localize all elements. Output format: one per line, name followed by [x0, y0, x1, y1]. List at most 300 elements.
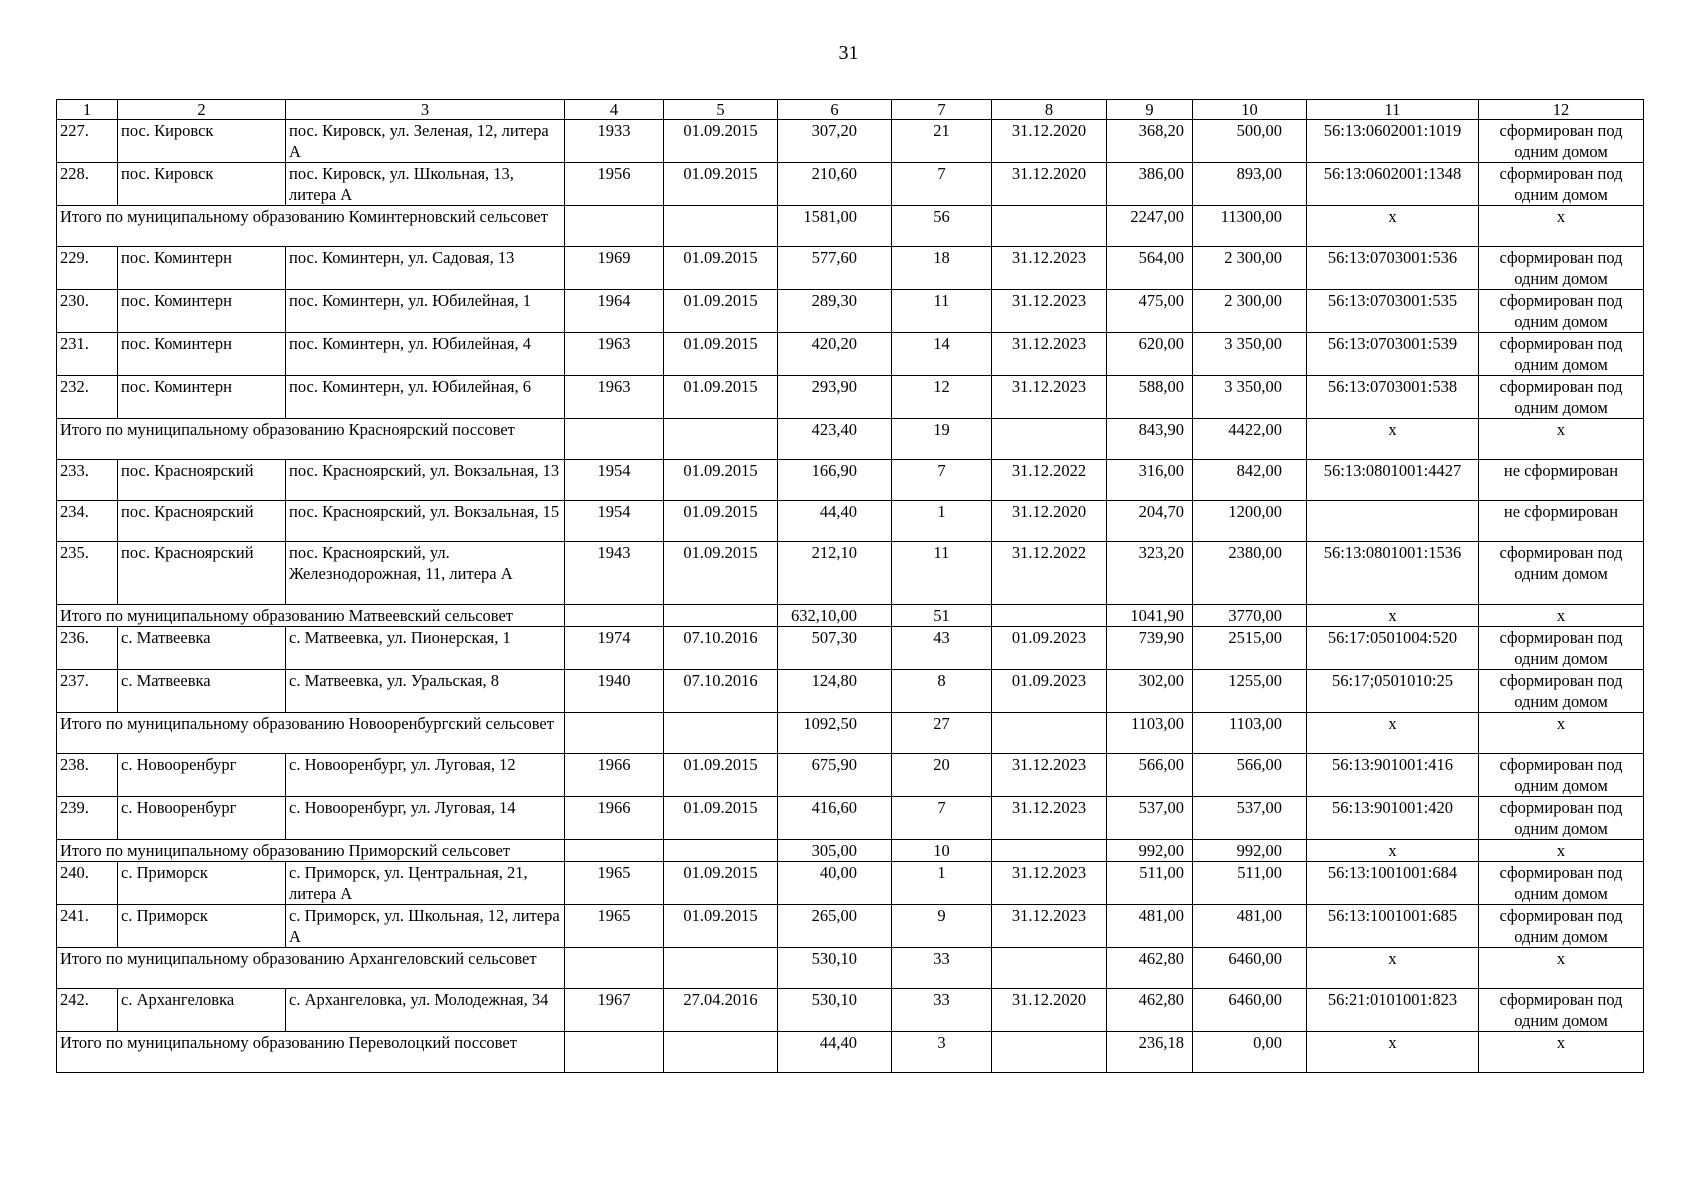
- value-col9-cell: 462,80: [1107, 989, 1193, 1032]
- row-number: 228.: [57, 163, 118, 206]
- total-row: [57, 605, 1644, 627]
- empty-cell: [664, 840, 778, 862]
- table-row: [57, 290, 1644, 333]
- date-cell: 01.09.2015: [664, 290, 778, 333]
- value-col10-cell: 842,00: [1193, 460, 1307, 501]
- total-col12-cell: х: [1479, 1032, 1644, 1073]
- value-col10-cell: 1200,00: [1193, 501, 1307, 542]
- date-cell: 01.09.2015: [664, 754, 778, 797]
- value-col10-cell: 2380,00: [1193, 542, 1307, 605]
- residents-cell: 11: [892, 290, 992, 333]
- total-row: [57, 419, 1644, 460]
- residents-cell: 14: [892, 333, 992, 376]
- date-cell: 27.04.2016: [664, 989, 778, 1032]
- address-cell: с. Архангеловка, ул. Молодежная, 34: [286, 989, 565, 1032]
- land-status-cell: сформирован под одним домом: [1479, 120, 1644, 163]
- deadline-cell: 31.12.2020: [992, 501, 1107, 542]
- value-col10-cell: 2 300,00: [1193, 290, 1307, 333]
- locality-cell: пос. Коминтерн: [118, 247, 286, 290]
- residents-cell: 1: [892, 501, 992, 542]
- cadastral-number-cell: 56:13:0703001:539: [1307, 333, 1479, 376]
- residents-cell: 18: [892, 247, 992, 290]
- value-col10-cell: 1255,00: [1193, 670, 1307, 713]
- year-cell: 1965: [565, 905, 664, 948]
- locality-cell: с. Новооренбург: [118, 754, 286, 797]
- empty-cell: [992, 1032, 1107, 1073]
- area-cell: 530,10: [778, 989, 892, 1032]
- address-cell: с. Приморск, ул. Школьная, 12, литера А: [286, 905, 565, 948]
- column-number-row: [57, 100, 1644, 120]
- land-status-cell: сформирован под одним домом: [1479, 797, 1644, 840]
- value-col10-cell: 500,00: [1193, 120, 1307, 163]
- total-col9-cell: 2247,00: [1107, 206, 1193, 247]
- address-cell: пос. Коминтерн, ул. Садовая, 13: [286, 247, 565, 290]
- area-cell: 212,10: [778, 542, 892, 605]
- residents-cell: 7: [892, 797, 992, 840]
- locality-cell: с. Матвеевка: [118, 627, 286, 670]
- cadastral-number-cell: 56:13:0602001:1019: [1307, 120, 1479, 163]
- residents-cell: 8: [892, 670, 992, 713]
- locality-cell: пос. Кировск: [118, 163, 286, 206]
- deadline-cell: 31.12.2023: [992, 333, 1107, 376]
- address-cell: пос. Кировск, ул. Зеленая, 12, литера А: [286, 120, 565, 163]
- address-cell: с. Матвеевка, ул. Уральская, 8: [286, 670, 565, 713]
- year-cell: 1966: [565, 754, 664, 797]
- area-cell: 124,80: [778, 670, 892, 713]
- cadastral-number-cell: 56:21:0101001:823: [1307, 989, 1479, 1032]
- row-number: 239.: [57, 797, 118, 840]
- land-status-cell: сформирован под одним домом: [1479, 163, 1644, 206]
- empty-cell: [992, 419, 1107, 460]
- area-cell: 44,40: [778, 501, 892, 542]
- locality-cell: пос. Красноярский: [118, 501, 286, 542]
- residents-cell: 11: [892, 542, 992, 605]
- row-number: 232.: [57, 376, 118, 419]
- column-number: 6: [778, 100, 892, 120]
- year-cell: 1967: [565, 989, 664, 1032]
- total-residents-cell: 51: [892, 605, 992, 627]
- area-cell: 416,60: [778, 797, 892, 840]
- cadastral-number-cell: 56:13:0801001:1536: [1307, 542, 1479, 605]
- deadline-cell: 31.12.2023: [992, 797, 1107, 840]
- total-area-cell: 632,10,00: [778, 605, 892, 627]
- empty-cell: [664, 1032, 778, 1073]
- area-cell: 289,30: [778, 290, 892, 333]
- address-cell: пос. Коминтерн, ул. Юбилейная, 6: [286, 376, 565, 419]
- empty-cell: [992, 713, 1107, 754]
- total-residents-cell: 19: [892, 419, 992, 460]
- cadastral-number-cell: 56:13:901001:416: [1307, 754, 1479, 797]
- empty-cell: [664, 605, 778, 627]
- locality-cell: с. Матвеевка: [118, 670, 286, 713]
- land-status-cell: сформирован под одним домом: [1479, 670, 1644, 713]
- land-status-cell: сформирован под одним домом: [1479, 542, 1644, 605]
- cadastral-number-cell: 56:13:901001:420: [1307, 797, 1479, 840]
- total-area-cell: 305,00: [778, 840, 892, 862]
- cadastral-number-cell: [1307, 501, 1479, 542]
- total-col10-cell: 3770,00: [1193, 605, 1307, 627]
- cadastral-number-cell: 56:13:0801001:4427: [1307, 460, 1479, 501]
- address-cell: с. Новооренбург, ул. Луговая, 14: [286, 797, 565, 840]
- total-row: [57, 713, 1644, 754]
- column-number: 1: [57, 100, 118, 120]
- value-col10-cell: 511,00: [1193, 862, 1307, 905]
- total-col11-cell: х: [1307, 206, 1479, 247]
- value-col10-cell: 537,00: [1193, 797, 1307, 840]
- locality-cell: с. Новооренбург: [118, 797, 286, 840]
- total-col12-cell: х: [1479, 605, 1644, 627]
- year-cell: 1963: [565, 333, 664, 376]
- deadline-cell: 31.12.2022: [992, 542, 1107, 605]
- empty-cell: [565, 1032, 664, 1073]
- column-number: 9: [1107, 100, 1193, 120]
- total-residents-cell: 10: [892, 840, 992, 862]
- residents-cell: 7: [892, 163, 992, 206]
- land-status-cell: сформирован под одним домом: [1479, 333, 1644, 376]
- date-cell: 01.09.2015: [664, 542, 778, 605]
- value-col10-cell: 481,00: [1193, 905, 1307, 948]
- column-number: 5: [664, 100, 778, 120]
- locality-cell: пос. Красноярский: [118, 460, 286, 501]
- empty-cell: [664, 713, 778, 754]
- row-number: 240.: [57, 862, 118, 905]
- land-status-cell: сформирован под одним домом: [1479, 376, 1644, 419]
- cadastral-number-cell: 56:13:1001001:685: [1307, 905, 1479, 948]
- total-col10-cell: 4422,00: [1193, 419, 1307, 460]
- table-row: [57, 862, 1644, 905]
- area-cell: 210,60: [778, 163, 892, 206]
- empty-cell: [992, 206, 1107, 247]
- year-cell: 1954: [565, 501, 664, 542]
- date-cell: 07.10.2016: [664, 670, 778, 713]
- total-row: [57, 206, 1644, 247]
- value-col9-cell: 475,00: [1107, 290, 1193, 333]
- land-status-cell: сформирован под одним домом: [1479, 290, 1644, 333]
- empty-cell: [992, 605, 1107, 627]
- land-status-cell: сформирован под одним домом: [1479, 754, 1644, 797]
- total-row: [57, 948, 1644, 989]
- locality-cell: с. Приморск: [118, 905, 286, 948]
- table-row: [57, 501, 1644, 542]
- total-col11-cell: х: [1307, 713, 1479, 754]
- total-label: Итого по муниципальному образованию Приморский сельсовет: [57, 840, 565, 862]
- value-col10-cell: 566,00: [1193, 754, 1307, 797]
- total-col9-cell: 1103,00: [1107, 713, 1193, 754]
- year-cell: 1943: [565, 542, 664, 605]
- total-col12-cell: х: [1479, 419, 1644, 460]
- land-status-cell: сформирован под одним домом: [1479, 862, 1644, 905]
- value-col10-cell: 3 350,00: [1193, 376, 1307, 419]
- residents-cell: 20: [892, 754, 992, 797]
- year-cell: 1964: [565, 290, 664, 333]
- value-col9-cell: 564,00: [1107, 247, 1193, 290]
- row-number: 235.: [57, 542, 118, 605]
- table-row: [57, 754, 1644, 797]
- area-cell: 166,90: [778, 460, 892, 501]
- total-area-cell: 44,40: [778, 1032, 892, 1073]
- total-area-cell: 530,10: [778, 948, 892, 989]
- deadline-cell: 31.12.2020: [992, 989, 1107, 1032]
- empty-cell: [664, 948, 778, 989]
- row-number: 230.: [57, 290, 118, 333]
- address-cell: с. Приморск, ул. Центральная, 21, литера А: [286, 862, 565, 905]
- total-residents-cell: 27: [892, 713, 992, 754]
- total-col9-cell: 236,18: [1107, 1032, 1193, 1073]
- year-cell: 1966: [565, 797, 664, 840]
- total-col12-cell: х: [1479, 948, 1644, 989]
- value-col10-cell: 893,00: [1193, 163, 1307, 206]
- column-number: 2: [118, 100, 286, 120]
- land-status-cell: сформирован под одним домом: [1479, 247, 1644, 290]
- year-cell: 1974: [565, 627, 664, 670]
- row-number: 227.: [57, 120, 118, 163]
- value-col9-cell: 368,20: [1107, 120, 1193, 163]
- cadastral-number-cell: 56:13:0703001:538: [1307, 376, 1479, 419]
- empty-cell: [565, 419, 664, 460]
- total-residents-cell: 56: [892, 206, 992, 247]
- table-row: [57, 376, 1644, 419]
- residents-cell: 7: [892, 460, 992, 501]
- row-number: 236.: [57, 627, 118, 670]
- value-col9-cell: 302,00: [1107, 670, 1193, 713]
- deadline-cell: 31.12.2022: [992, 460, 1107, 501]
- empty-cell: [664, 206, 778, 247]
- empty-cell: [565, 605, 664, 627]
- table-row: [57, 333, 1644, 376]
- address-cell: с. Новооренбург, ул. Луговая, 12: [286, 754, 565, 797]
- value-col9-cell: 386,00: [1107, 163, 1193, 206]
- column-number: 3: [286, 100, 565, 120]
- address-cell: пос. Коминтерн, ул. Юбилейная, 4: [286, 333, 565, 376]
- area-cell: 420,20: [778, 333, 892, 376]
- locality-cell: пос. Кировск: [118, 120, 286, 163]
- value-col9-cell: 566,00: [1107, 754, 1193, 797]
- table-row: [57, 247, 1644, 290]
- total-col11-cell: х: [1307, 1032, 1479, 1073]
- total-row: [57, 840, 1644, 862]
- locality-cell: пос. Коминтерн: [118, 333, 286, 376]
- area-cell: 507,30: [778, 627, 892, 670]
- year-cell: 1956: [565, 163, 664, 206]
- cadastral-number-cell: 56:13:0602001:1348: [1307, 163, 1479, 206]
- land-status-cell: сформирован под одним домом: [1479, 989, 1644, 1032]
- deadline-cell: 01.09.2023: [992, 627, 1107, 670]
- deadline-cell: 31.12.2023: [992, 376, 1107, 419]
- table-row: [57, 627, 1644, 670]
- date-cell: 01.09.2015: [664, 862, 778, 905]
- empty-cell: [565, 206, 664, 247]
- row-number: 238.: [57, 754, 118, 797]
- area-cell: 40,00: [778, 862, 892, 905]
- locality-cell: с. Приморск: [118, 862, 286, 905]
- land-status-cell: не сформирован: [1479, 501, 1644, 542]
- row-number: 233.: [57, 460, 118, 501]
- address-cell: пос. Коминтерн, ул. Юбилейная, 1: [286, 290, 565, 333]
- residents-cell: 9: [892, 905, 992, 948]
- total-label: Итого по муниципальному образованию Коминтерновский сельсовет: [57, 206, 565, 247]
- deadline-cell: 31.12.2020: [992, 120, 1107, 163]
- empty-cell: [992, 840, 1107, 862]
- column-number: 10: [1193, 100, 1307, 120]
- cadastral-number-cell: 56:13:0703001:535: [1307, 290, 1479, 333]
- residents-cell: 12: [892, 376, 992, 419]
- page-number: 31: [838, 42, 859, 64]
- address-cell: пос. Красноярский, ул. Вокзальная, 13: [286, 460, 565, 501]
- total-col9-cell: 1041,90: [1107, 605, 1193, 627]
- total-col11-cell: х: [1307, 605, 1479, 627]
- residents-cell: 33: [892, 989, 992, 1032]
- area-cell: 675,90: [778, 754, 892, 797]
- total-col9-cell: 843,90: [1107, 419, 1193, 460]
- date-cell: 01.09.2015: [664, 120, 778, 163]
- table-row: [57, 163, 1644, 206]
- empty-cell: [992, 948, 1107, 989]
- row-number: 234.: [57, 501, 118, 542]
- row-number: 241.: [57, 905, 118, 948]
- empty-cell: [664, 419, 778, 460]
- date-cell: 01.09.2015: [664, 376, 778, 419]
- total-label: Итого по муниципальному образованию Переволоцкий поссовет: [57, 1032, 565, 1073]
- value-col9-cell: 588,00: [1107, 376, 1193, 419]
- total-col10-cell: 1103,00: [1193, 713, 1307, 754]
- date-cell: 01.09.2015: [664, 797, 778, 840]
- date-cell: 01.09.2015: [664, 460, 778, 501]
- date-cell: 01.09.2015: [664, 905, 778, 948]
- value-col9-cell: 204,70: [1107, 501, 1193, 542]
- table-row: [57, 542, 1644, 605]
- row-number: 237.: [57, 670, 118, 713]
- empty-cell: [565, 840, 664, 862]
- date-cell: 01.09.2015: [664, 333, 778, 376]
- value-col9-cell: 511,00: [1107, 862, 1193, 905]
- column-number: 7: [892, 100, 992, 120]
- year-cell: 1963: [565, 376, 664, 419]
- year-cell: 1965: [565, 862, 664, 905]
- total-col10-cell: 6460,00: [1193, 948, 1307, 989]
- locality-cell: пос. Коминтерн: [118, 376, 286, 419]
- date-cell: 01.09.2015: [664, 247, 778, 290]
- cadastral-number-cell: 56:13:0703001:536: [1307, 247, 1479, 290]
- total-col9-cell: 992,00: [1107, 840, 1193, 862]
- value-col9-cell: 481,00: [1107, 905, 1193, 948]
- value-col10-cell: 2 300,00: [1193, 247, 1307, 290]
- total-area-cell: 1092,50: [778, 713, 892, 754]
- area-cell: 577,60: [778, 247, 892, 290]
- land-status-cell: не сформирован: [1479, 460, 1644, 501]
- value-col9-cell: 323,20: [1107, 542, 1193, 605]
- year-cell: 1933: [565, 120, 664, 163]
- residents-cell: 1: [892, 862, 992, 905]
- total-label: Итого по муниципальному образованию Красноярский поссовет: [57, 419, 565, 460]
- cadastral-number-cell: 56:17:0501004:520: [1307, 627, 1479, 670]
- year-cell: 1969: [565, 247, 664, 290]
- total-label: Итого по муниципальному образованию Новооренбургский сельсовет: [57, 713, 565, 754]
- column-number: 11: [1307, 100, 1479, 120]
- total-col10-cell: 992,00: [1193, 840, 1307, 862]
- column-number: 12: [1479, 100, 1644, 120]
- row-number: 229.: [57, 247, 118, 290]
- land-status-cell: сформирован под одним домом: [1479, 905, 1644, 948]
- locality-cell: с. Архангеловка: [118, 989, 286, 1032]
- row-number: 231.: [57, 333, 118, 376]
- table-row: [57, 989, 1644, 1032]
- total-col11-cell: х: [1307, 840, 1479, 862]
- total-residents-cell: 3: [892, 1032, 992, 1073]
- total-col11-cell: х: [1307, 419, 1479, 460]
- table-row: [57, 797, 1644, 840]
- deadline-cell: 31.12.2020: [992, 163, 1107, 206]
- column-number: 4: [565, 100, 664, 120]
- cadastral-number-cell: 56:17;0501010:25: [1307, 670, 1479, 713]
- residents-cell: 43: [892, 627, 992, 670]
- address-cell: пос. Красноярский, ул. Вокзальная, 15: [286, 501, 565, 542]
- total-col10-cell: 11300,00: [1193, 206, 1307, 247]
- total-label: Итого по муниципальному образованию Архангеловский сельсовет: [57, 948, 565, 989]
- area-cell: 265,00: [778, 905, 892, 948]
- locality-cell: пос. Красноярский: [118, 542, 286, 605]
- value-col9-cell: 316,00: [1107, 460, 1193, 501]
- value-col9-cell: 537,00: [1107, 797, 1193, 840]
- total-col9-cell: 462,80: [1107, 948, 1193, 989]
- deadline-cell: 31.12.2023: [992, 754, 1107, 797]
- total-col12-cell: х: [1479, 713, 1644, 754]
- area-cell: 307,20: [778, 120, 892, 163]
- total-label: Итого по муниципальному образованию Матвеевский сельсовет: [57, 605, 565, 627]
- empty-cell: [565, 948, 664, 989]
- total-area-cell: 423,40: [778, 419, 892, 460]
- year-cell: 1940: [565, 670, 664, 713]
- locality-cell: пос. Коминтерн: [118, 290, 286, 333]
- housing-register-table: [56, 99, 1644, 1073]
- total-col10-cell: 0,00: [1193, 1032, 1307, 1073]
- residents-cell: 21: [892, 120, 992, 163]
- column-number: 8: [992, 100, 1107, 120]
- table-row: [57, 905, 1644, 948]
- total-residents-cell: 33: [892, 948, 992, 989]
- date-cell: 01.09.2015: [664, 501, 778, 542]
- year-cell: 1954: [565, 460, 664, 501]
- date-cell: 07.10.2016: [664, 627, 778, 670]
- area-cell: 293,90: [778, 376, 892, 419]
- empty-cell: [565, 713, 664, 754]
- deadline-cell: 31.12.2023: [992, 862, 1107, 905]
- date-cell: 01.09.2015: [664, 163, 778, 206]
- value-col10-cell: 2515,00: [1193, 627, 1307, 670]
- table-row: [57, 460, 1644, 501]
- address-cell: пос. Кировск, ул. Школьная, 13, литера А: [286, 163, 565, 206]
- total-col12-cell: х: [1479, 840, 1644, 862]
- deadline-cell: 31.12.2023: [992, 247, 1107, 290]
- address-cell: пос. Красноярский, ул. Железнодорожная, 11, литера А: [286, 542, 565, 605]
- total-row: [57, 1032, 1644, 1073]
- total-area-cell: 1581,00: [778, 206, 892, 247]
- value-col9-cell: 620,00: [1107, 333, 1193, 376]
- value-col10-cell: 6460,00: [1193, 989, 1307, 1032]
- table-row: [57, 120, 1644, 163]
- row-number: 242.: [57, 989, 118, 1032]
- land-status-cell: сформирован под одним домом: [1479, 627, 1644, 670]
- address-cell: с. Матвеевка, ул. Пионерская, 1: [286, 627, 565, 670]
- value-col10-cell: 3 350,00: [1193, 333, 1307, 376]
- deadline-cell: 01.09.2023: [992, 670, 1107, 713]
- total-col12-cell: х: [1479, 206, 1644, 247]
- value-col9-cell: 739,90: [1107, 627, 1193, 670]
- deadline-cell: 31.12.2023: [992, 905, 1107, 948]
- table-row: [57, 670, 1644, 713]
- total-col11-cell: х: [1307, 948, 1479, 989]
- cadastral-number-cell: 56:13:1001001:684: [1307, 862, 1479, 905]
- deadline-cell: 31.12.2023: [992, 290, 1107, 333]
